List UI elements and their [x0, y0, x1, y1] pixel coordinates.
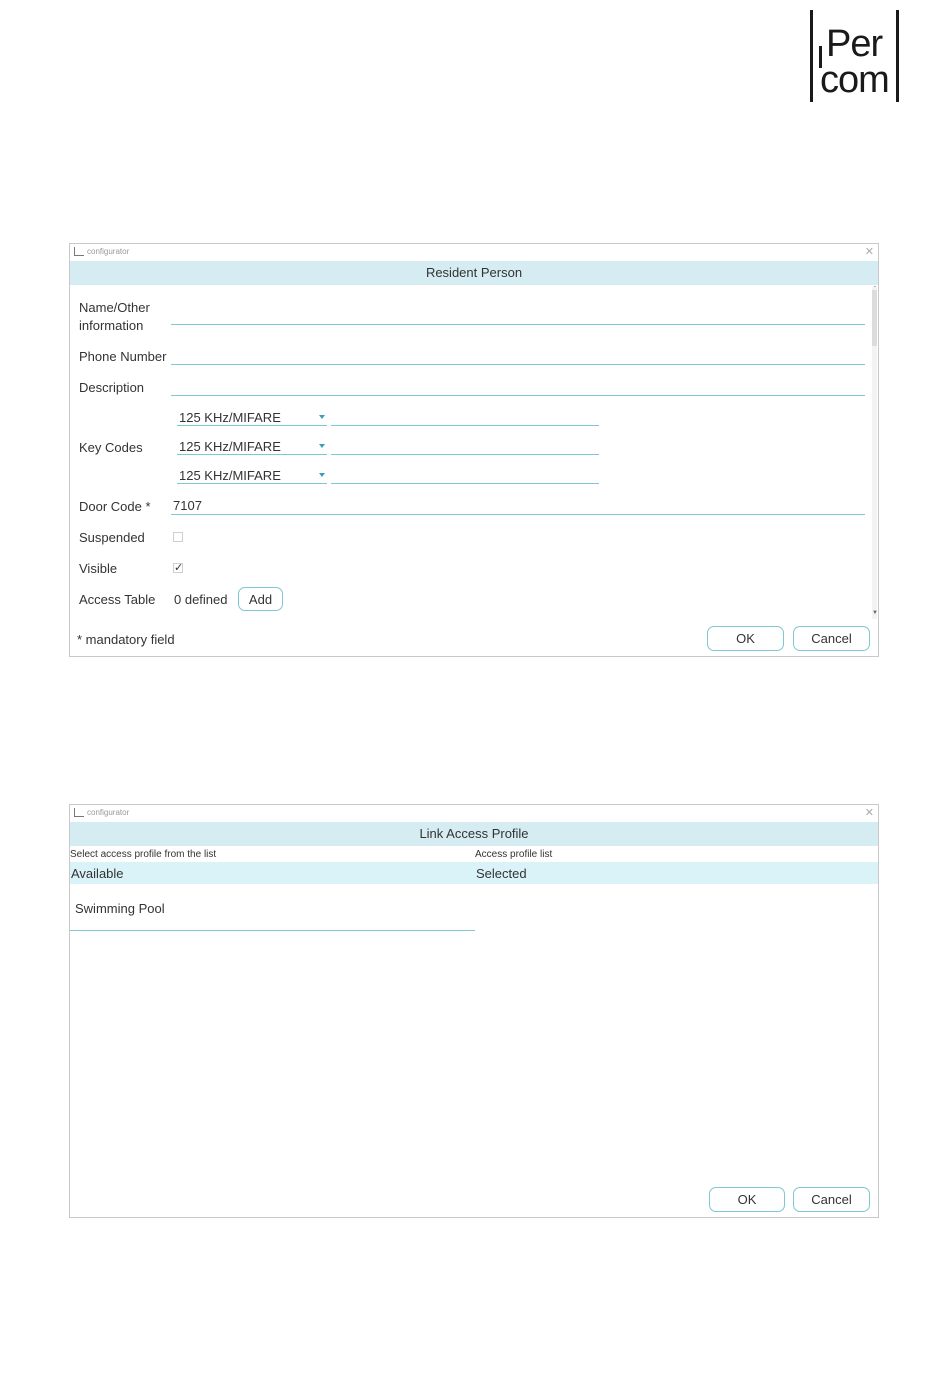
key-type-underline	[177, 483, 327, 484]
name-label-line1: Name/Other	[79, 300, 150, 315]
mandatory-note: * mandatory field	[77, 632, 175, 647]
resident-person-dialog	[69, 243, 879, 657]
ipercom-logo	[808, 10, 902, 102]
key-code-input-3[interactable]	[331, 483, 599, 484]
chevron-down-icon	[319, 473, 325, 477]
scroll-down-icon[interactable]: ▼	[872, 610, 878, 616]
window-titlebar	[70, 244, 878, 261]
app-name: configurator	[87, 247, 130, 256]
access-table-label: Access Table	[79, 592, 156, 607]
logo-text-bottom: com	[820, 59, 889, 101]
app-icon	[74, 808, 84, 817]
logo-bar-right	[896, 10, 899, 102]
logo-bar-left	[810, 10, 813, 102]
app-name: configurator	[87, 808, 130, 817]
key-codes-label: Key Codes	[79, 440, 143, 455]
chevron-down-icon	[319, 415, 325, 419]
available-caption: Select access profile from the list	[70, 849, 217, 860]
scrollbar-thumb[interactable]	[872, 290, 877, 346]
key-type-value: 125 KHz/MIFARE	[179, 468, 281, 483]
key-type-value: 125 KHz/MIFARE	[179, 439, 281, 454]
ok-button[interactable]: OK	[707, 626, 784, 651]
name-label-line2: information	[79, 318, 144, 333]
close-icon[interactable]: ✕	[864, 246, 874, 258]
cancel-button[interactable]: Cancel	[793, 1187, 870, 1212]
key-code-input-2[interactable]	[331, 454, 599, 455]
add-button[interactable]: Add	[238, 587, 283, 611]
link-access-profile-dialog	[69, 804, 879, 1218]
key-type-underline	[177, 425, 327, 426]
door-code-value: 7107	[173, 498, 202, 513]
suspended-checkbox[interactable]	[173, 532, 183, 542]
name-input[interactable]	[171, 324, 865, 325]
list-column-header	[70, 862, 878, 884]
description-label: Description	[79, 380, 145, 395]
key-type-underline	[177, 454, 327, 455]
chevron-down-icon	[319, 444, 325, 448]
selected-header: Selected	[476, 866, 527, 881]
key-type-value: 125 KHz/MIFARE	[179, 410, 281, 425]
check-icon: ✓	[174, 562, 184, 574]
list-item-divider	[70, 930, 475, 931]
phone-input[interactable]	[171, 364, 865, 365]
cancel-button[interactable]: Cancel	[793, 626, 870, 651]
selected-caption: Access profile list	[475, 849, 553, 860]
suspended-label: Suspended	[79, 530, 145, 545]
app-icon	[74, 247, 84, 256]
door-code-label: Door Code *	[79, 499, 151, 514]
logo-text-top: Per	[826, 23, 883, 65]
window-titlebar	[70, 805, 878, 822]
available-list-item[interactable]: Swimming Pool	[75, 901, 165, 916]
available-header: Available	[71, 866, 124, 881]
key-code-input-1[interactable]	[331, 425, 599, 426]
phone-label: Phone Number	[79, 349, 167, 364]
visible-checkbox[interactable]	[173, 563, 183, 573]
close-icon[interactable]: ✕	[864, 807, 874, 819]
door-code-input[interactable]	[171, 514, 865, 515]
ok-button[interactable]: OK	[709, 1187, 785, 1212]
scrollbar[interactable]	[872, 287, 877, 619]
visible-label: Visible	[79, 561, 118, 576]
dialog-title: Resident Person	[70, 261, 878, 285]
description-input[interactable]	[171, 395, 865, 396]
access-table-value: 0 defined	[174, 592, 228, 607]
dialog-title: Link Access Profile	[70, 822, 878, 846]
